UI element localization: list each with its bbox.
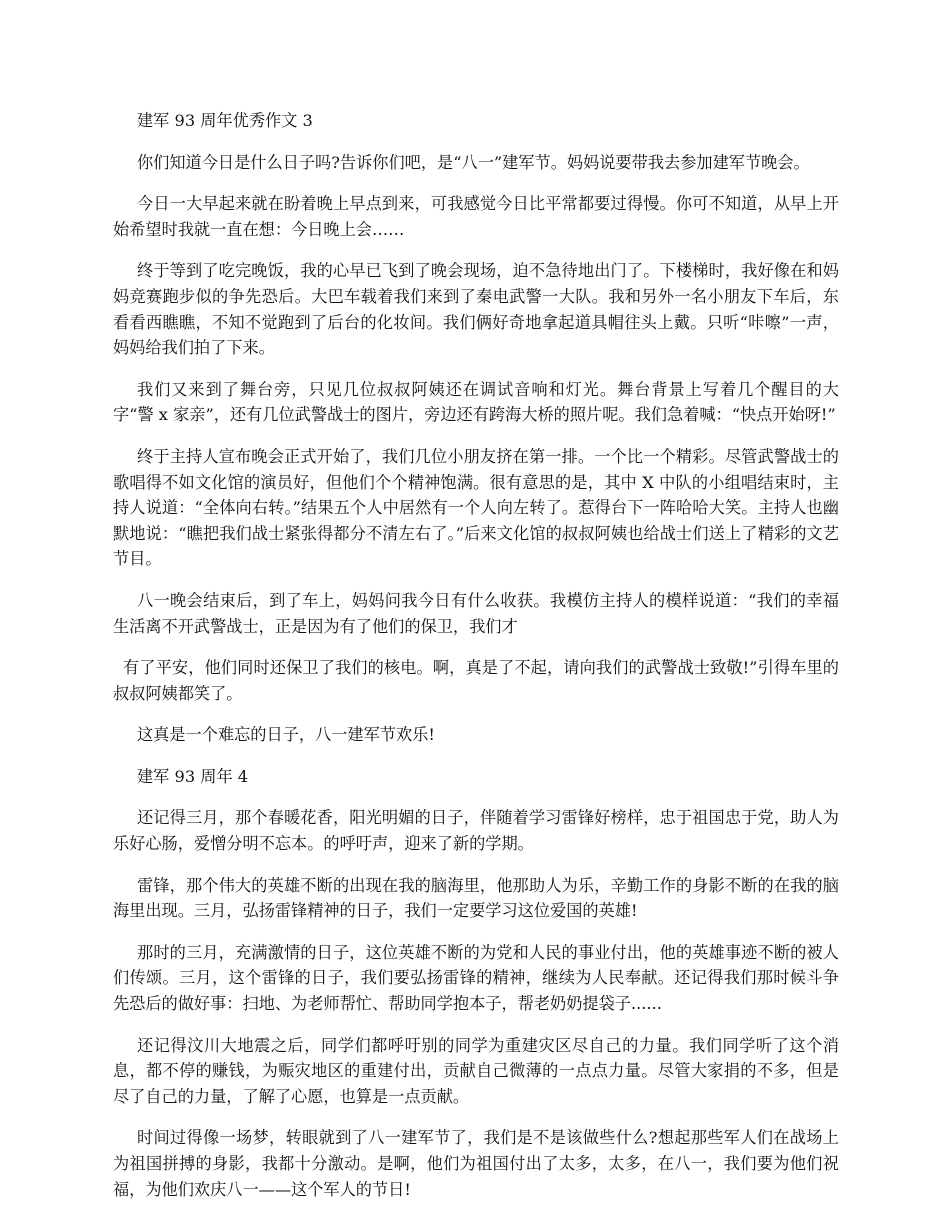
paragraph: 八一晚会结束后，到了车上，妈妈问我今日有什么收获。我模仿主持人的模样说道：“我们的幸福生活离不开武警战士，正是因为有了他们的保卫，我们才 — [113, 590, 839, 636]
essay-title-4: 建军 93 周年 4 — [137, 766, 249, 786]
paragraph: 终于等到了吃完晚饭，我的心早已飞到了晚会现场，迫不急待地出门了。下楼梯时，我好像在和妈妈竞赛跑步似的争先恐后。大巴车载着我们来到了秦电武警一大队。我和另外一名小朋友下车后，东看看西瞧瞧，不知不觉跑到了后台的化妆间。我们俩好奇地拿起道具帽往头上戴。只听“咔嚓”一声，妈妈给我们拍了下来。 — [113, 261, 839, 358]
paragraph: 终于主持人宣布晚会正式开始了，我们几位小朋友挤在第一排。一个比一个精彩。尽管武警战士的歌唱得不如文化馆的演员好，但他们个个精神饱满。很有意思的是，其中 X 中队的小组唱结束时，主持人说道：“全体向右转。”结果五个人中居然有一个人向左转了。惹得台下一阵哈哈大笑。主持人也幽默地说：“瞧把我们战士紧张得都分不清左右了。”后来文化馆的叔叔阿姨也给战士们送上了精彩的文艺节目。 — [113, 446, 839, 569]
paragraph: 你们知道今日是什么日子吗?告诉你们吧，是“八一”建军节。妈妈说要带我去参加建军节晚会。 — [137, 152, 810, 172]
paragraph: 我们又来到了舞台旁，只见几位叔叔阿姨还在调试音响和灯光。舞台背景上写着几个醒目的大字“警 x 家亲”，还有几位武警战士的图片，旁边还有跨海大桥的照片呢。我们急着喊：“快点开始呀!” — [113, 379, 839, 425]
document-body — [113, 108, 839, 1218]
paragraph: 这真是一个难忘的日子，八一建军节欢乐! — [137, 725, 435, 745]
essay-title-3: 建军 93 周年优秀作文 3 — [137, 111, 313, 130]
paragraph: 今日一大早起来就在盼着晚上早点到来，可我感觉今日比平常都要过得慢。你可不知道，从早上开始希望时我就一直在想：今日晚上会…… — [113, 194, 839, 239]
paragraph: 雷锋，那个伟大的英雄不断的出现在我的脑海里，他那助人为乐，辛勤工作的身影不断的在我的脑海里出现。三月，弘扬雷锋精神的日子，我们一定要学习这位爱国的英雄! — [113, 875, 839, 921]
paragraph: 还记得汶川大地震之后，同学们都呼吁别的同学为重建灾区尽自己的力量。我们同学听了这个消息，都不停的赚钱，为赈灾地区的重建付出，贡献自己微薄的一点点力量。尽管大家捐的不多，但是尽了自己的力量，了解了心愿，也算是一点贡献。 — [113, 1035, 839, 1106]
paragraph: 时间过得像一场梦，转眼就到了八一建军节了，我们是不是该做些什么?想起那些军人们在战场上为祖国拼搏的身影，我都十分激动。是啊，他们为祖国付出了太多，太多，在八一，我们要为他们祝福，为他们欢庆八一——这个军人的节日! — [113, 1128, 839, 1199]
paragraph-continuation: 有了平安，他们同时还保卫了我们的核电。啊，真是了不起，请向我们的武警战士致敬!”引得车里的叔叔阿姨都笑了。 — [113, 658, 839, 703]
paragraph: 那时的三月，充满激情的日子，这位英雄不断的为党和人民的事业付出，他的英雄事迹不断的被人们传颂。三月，这个雷锋的日子，我们要弘扬雷锋的精神，继续为人民奉献。还记得我们那时候斗争先恐后的做好事：扫地、为老师帮忙、帮助同学抱本子，帮老奶奶提袋子...... — [113, 942, 839, 1014]
paragraph: 还记得三月，那个春暖花香，阳光明媚的日子，伴随着学习雷锋好榜样，忠于祖国忠于党，助人为乐好心肠，爱憎分明不忘本。的呼吁声，迎来了新的学期。 — [113, 808, 839, 854]
